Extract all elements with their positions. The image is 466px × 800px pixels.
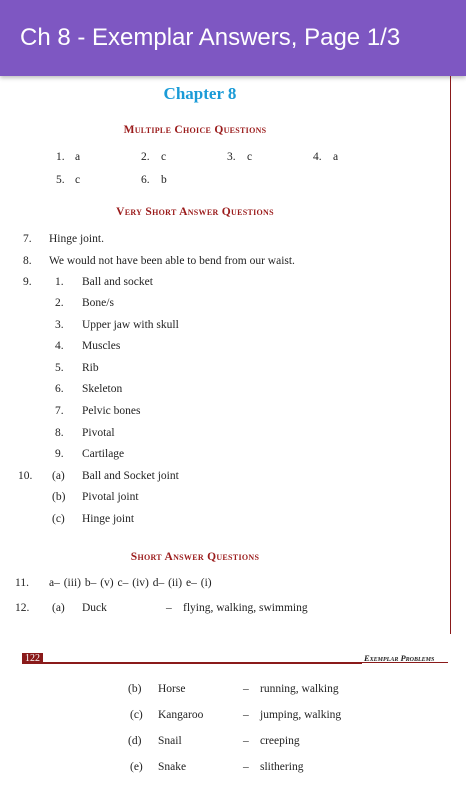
dash: – (243, 735, 249, 747)
sub-item-number: (c) (130, 709, 143, 721)
footer-rule (22, 662, 362, 664)
question-number: 9. (23, 276, 32, 288)
dash: – (243, 761, 249, 773)
sub-item-text: Muscles (82, 340, 121, 352)
movement-text: running, walking (260, 683, 339, 695)
question-number: 8. (23, 255, 32, 267)
mcq-number: 3. (227, 151, 236, 163)
sub-item-text: Hinge joint (82, 513, 135, 525)
footer-book-title: Exemplar Problems (364, 653, 435, 663)
mcq-number: 5. (56, 174, 65, 186)
mcq-answer: b (161, 174, 167, 186)
animal-name: Kangaroo (158, 709, 204, 721)
answer-text: a– (iii) b– (v) c– (iv) d– (ii) e– (i) (49, 577, 212, 589)
sub-item-number: 4. (55, 340, 64, 352)
sub-item-text: Rib (82, 362, 99, 374)
sub-item-text: Pivotal (82, 427, 115, 439)
page-margin-rule (450, 76, 451, 634)
dash: – (166, 602, 172, 614)
movement-text: flying, walking, swimming (183, 602, 308, 614)
answer-text: Hinge joint. (49, 233, 104, 245)
sub-item-text: Upper jaw with skull (82, 319, 179, 331)
question-number: 12. (15, 602, 30, 614)
mcq-number: 6. (141, 174, 150, 186)
sub-item-number: (b) (128, 683, 142, 695)
app-title: Ch 8 - Exemplar Answers, Page 1/3 (20, 24, 401, 51)
mcq-answer: c (161, 151, 167, 163)
animal-name: Snail (158, 735, 182, 747)
sub-item-number: 5. (55, 362, 64, 374)
sub-item-text: Ball and Socket joint (82, 470, 179, 482)
movement-text: slithering (260, 761, 304, 773)
mcq-answer: a (333, 151, 339, 163)
question-number: 7. (23, 233, 32, 245)
sub-item-number: (a) (52, 470, 65, 482)
page-number: 122 (22, 653, 43, 664)
mcq-number: 1. (56, 151, 65, 163)
sub-item-number: (e) (130, 761, 143, 773)
answer-text: We would not have been able to bend from our waist. (49, 255, 295, 267)
sa-heading: Short Answer Questions (130, 551, 260, 563)
sub-item-number: 2. (55, 297, 64, 309)
dash: – (243, 683, 249, 695)
mcq-answer: c (75, 174, 81, 186)
mcq-number: 2. (141, 151, 150, 163)
sub-item-text: Skeleton (82, 383, 123, 395)
sub-item-number: (b) (52, 491, 66, 503)
sub-item-text: Pivotal joint (82, 491, 139, 503)
sub-item-number: (c) (52, 513, 65, 525)
animal-name: Snake (158, 761, 187, 773)
animal-name: Horse (158, 683, 186, 695)
mcq-number: 4. (313, 151, 322, 163)
movement-text: jumping, walking (260, 709, 342, 721)
question-number: 11. (15, 577, 29, 589)
mcq-answer: a (75, 151, 81, 163)
sub-item-number: 1. (55, 276, 64, 288)
sub-item-number: 3. (55, 319, 64, 331)
sub-item-text: Bone/s (82, 297, 114, 309)
question-number: 10. (18, 470, 33, 482)
movement-text: creeping (260, 735, 300, 747)
sub-item-number: 7. (55, 405, 64, 417)
document-page[interactable] (0, 76, 466, 800)
mcq-heading: Multiple Choice Questions (123, 124, 267, 136)
app-bar (0, 0, 466, 76)
sub-item-text: Ball and socket (82, 276, 153, 288)
mcq-answer: c (247, 151, 253, 163)
animal-name: Duck (82, 602, 107, 614)
sub-item-number: (a) (52, 602, 65, 614)
sub-item-number: 6. (55, 383, 64, 395)
sub-item-number: 9. (55, 448, 64, 460)
dash: – (243, 709, 249, 721)
sub-item-number: 8. (55, 427, 64, 439)
sub-item-text: Pelvic bones (82, 405, 141, 417)
vsa-heading: Very Short Answer Questions (116, 206, 274, 218)
chapter-title: Chapter 8 (163, 84, 237, 103)
sub-item-number: (d) (128, 735, 142, 747)
sub-item-text: Cartilage (82, 448, 125, 460)
